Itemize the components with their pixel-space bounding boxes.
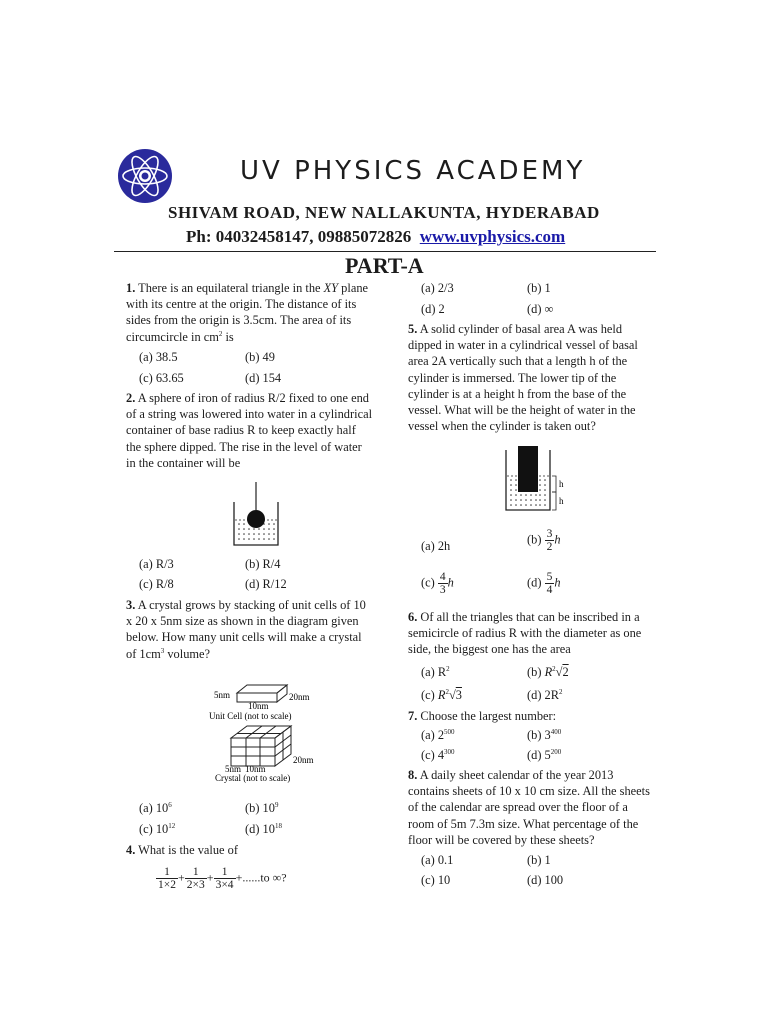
question-text: Choose the largest number: <box>420 709 557 723</box>
dimension-label: 5nm <box>225 764 242 774</box>
crystal-caption: Crystal (not to scale) <box>215 773 291 783</box>
option-c[interactable]: (c) 63.65 <box>139 371 184 385</box>
option-b[interactable]: (b) $10^9$ <box>245 801 279 815</box>
option-c[interactable]: (c) $\frac{4}{3}$ h <box>421 571 454 596</box>
question-number: 5. <box>408 322 418 336</box>
option-a[interactable]: (a) 38.5 <box>139 350 178 364</box>
question-number: 2. <box>126 391 136 405</box>
dimension-label: 10nm <box>248 701 269 711</box>
option-c[interactable]: (c) R/8 <box>139 577 174 591</box>
option-a[interactable]: (a) $2^{500}$ <box>421 728 455 742</box>
option-c[interactable]: (c) $10^{12}$ <box>139 822 176 836</box>
option-b[interactable]: (b) $3^{400}$ <box>527 728 562 742</box>
question-6 <box>408 609 656 658</box>
question-7 <box>408 708 656 724</box>
unit-cell-crystal-diagram <box>200 676 340 788</box>
option-b[interactable]: (b) 1 <box>527 281 551 295</box>
question-4 <box>126 842 374 858</box>
question-8 <box>408 767 656 848</box>
question-text: What is the value of <box>138 843 238 857</box>
dimension-label: 20nm <box>289 692 310 702</box>
superscript: 2 <box>218 329 223 338</box>
option-d[interactable]: (d) ∞ <box>527 302 554 316</box>
question-text: Of all the triangles that can be inscribed in a semicircle of radius R with the diameter as one side, the biggest one has the area <box>408 610 642 657</box>
question-text: A solid cylinder of basal area A was held dipped in water in a cylindrical vessel of basal area 2A vertically such that a length h of the cylinder is immersed. The lower tip of the cylinder is at a height h from the base of the vessel. What will be the height of water in the vessel when the cylinder is taken out? <box>408 322 638 434</box>
superscript: 3 <box>160 646 165 655</box>
question-number: 8. <box>408 768 418 782</box>
cylinder-in-vessel-diagram <box>500 444 580 516</box>
option-a[interactable]: (a) 2h <box>421 539 451 553</box>
option-d[interactable]: (d) 100 <box>527 873 564 887</box>
dimension-label: 5nm <box>214 690 231 700</box>
option-b[interactable]: (b) 49 <box>245 350 275 364</box>
question-text: A sphere of iron of radius R/2 fixed to one end of a string was lowered into water in a cylindrical container of base radius R to keep exactly half the sphere dipped. The rise in the level of water in the container will be <box>126 391 373 470</box>
question-5 <box>408 321 656 434</box>
option-d[interactable]: (d) 154 <box>245 371 282 385</box>
question-number: 4. <box>126 843 136 857</box>
header-divider <box>114 251 656 252</box>
option-b[interactable]: (b) $R^2√2$ <box>527 665 569 679</box>
question-text: is <box>222 329 234 344</box>
question-1 <box>126 280 374 345</box>
option-d[interactable]: (d) $5^{200}$ <box>527 748 562 762</box>
question-number: 3. <box>126 598 136 612</box>
option-a[interactable]: (a) $R^2$ <box>421 665 450 679</box>
option-d[interactable]: (d) $\frac{5}{4}$ h <box>527 571 561 596</box>
option-b[interactable]: (b) R/4 <box>245 557 281 571</box>
option-d[interactable]: (d) $2R^2$ <box>527 688 563 702</box>
option-c[interactable]: (c) 10 <box>421 873 451 887</box>
option-d[interactable]: (d) $10^{18}$ <box>245 822 282 836</box>
series-expression: $\frac{1}{1\times 2}$ + $\frac{1}{2\times 3}$ + $\frac{1}{3\times 4}$ +......to ∞? <box>158 866 287 891</box>
option-c[interactable]: (c) $R^2√3$ <box>421 688 462 702</box>
option-a[interactable]: (a) 0.1 <box>421 853 454 867</box>
question-text: XY <box>323 281 339 295</box>
option-a[interactable]: (a) R/3 <box>139 557 174 571</box>
academy-title: UV PHYSICS ACADEMY <box>240 156 586 186</box>
question-text: There is an equilateral triangle in the <box>138 281 324 295</box>
question-text: A crystal grows by stacking of unit cells of 10 x 20 x 5nm size as shown in the diagram given below. How many unit cells will make a crystal of 1cm <box>126 598 366 661</box>
dimension-label: 10nm <box>245 764 266 774</box>
question-2 <box>126 390 374 471</box>
question-text: A daily sheet calendar of the year 2013 contains sheets of 10 x 10 cm size. All the sheets of the calendar are spread over the floor of a room of 5m 7.3m size. What percentage of the floor will be covered by these sheets? <box>408 768 650 847</box>
series-tail: +......to ∞? <box>235 870 287 885</box>
question-number: 7. <box>408 709 418 723</box>
question-text: plane with its centre at the origin. The distance of its sides from the origin is 3.5cm. The area of its circumcircle in cm <box>126 281 369 344</box>
phone-numbers: Ph: 04032458147, 09885072826 <box>186 227 412 246</box>
option-b[interactable]: (b) $\frac{3}{2}$ h <box>527 528 561 553</box>
academy-logo-icon <box>117 148 173 204</box>
question-3 <box>126 597 374 662</box>
option-c[interactable]: (d) 2 <box>421 302 445 316</box>
height-label: h <box>559 479 564 489</box>
contact-line <box>186 227 565 247</box>
question-text: volume? <box>164 646 211 661</box>
option-d[interactable]: (d) R/12 <box>245 577 287 591</box>
option-c[interactable]: (c) $4^{300}$ <box>421 748 455 762</box>
height-label: h <box>559 496 564 506</box>
dimension-label: 20nm <box>293 755 314 765</box>
unit-cell-caption: Unit Cell (not to scale) <box>209 711 292 721</box>
option-a[interactable]: (a) 2/3 <box>421 281 454 295</box>
option-a[interactable]: (a) $10^6$ <box>139 801 172 815</box>
academy-address: SHIVAM ROAD, NEW NALLAKUNTA, HYDERABAD <box>168 203 600 222</box>
option-b[interactable]: (b) 1 <box>527 853 551 867</box>
question-number: 1. <box>126 281 136 295</box>
question-number: 6. <box>408 610 418 624</box>
sphere-in-container-diagram <box>230 482 282 548</box>
website-link[interactable]: www.uvphysics.com <box>419 227 566 246</box>
part-title: PART-A <box>345 253 424 278</box>
